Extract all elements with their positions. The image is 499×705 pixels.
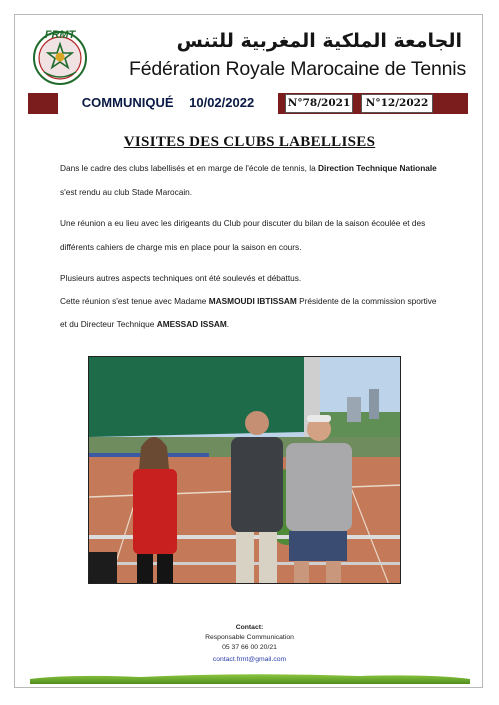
paragraph-3 <box>60 273 450 283</box>
direction-technique-nationale: Direction Technique Nationale <box>318 163 437 173</box>
document-heading: VISITES DES CLUBS LABELLISES <box>123 134 376 150</box>
paragraph-4-line-1 <box>60 296 450 306</box>
grass-footer-strip <box>30 671 470 683</box>
paragraph-2-line-1 <box>60 218 450 228</box>
french-federation-title: Fédération Royale Marocaine de Tennis <box>129 58 466 80</box>
frmt-logo <box>30 26 90 86</box>
contact-role: Responsable Communication <box>205 634 294 641</box>
paragraph-4-line-2 <box>60 319 450 329</box>
contact-phone: 05 37 66 00 20/21 <box>222 644 277 651</box>
club-visit-photo <box>88 356 401 584</box>
communique-date: 10/02/2022 <box>189 95 255 110</box>
communique-label: COMMUNIQUÉ <box>81 95 174 110</box>
paragraph-text: Présidente de la commission sportive <box>296 296 437 306</box>
paragraph-text: s'est rendu au club Stade Marocain. <box>60 187 193 197</box>
contact-email-link[interactable]: contact.frmt@gmail.com <box>212 656 287 663</box>
paragraph-text: Une réunion a eu lieu avec les dirigeants du Club pour discuter du bilan de la saison écoulée et des <box>60 218 426 228</box>
logo-text: FRMT <box>44 29 76 41</box>
amessad-issam: AMESSAD ISSAM <box>156 319 227 329</box>
paragraph-text: Plusieurs autres aspects techniques ont été soulevés et débattus. <box>60 273 302 283</box>
paragraph-text: Dans le cadre des clubs labellisés et en marge de l'école de tennis, la <box>60 163 319 173</box>
masmoudi-ibtissam: MASMOUDI IBTISSAM <box>208 296 297 306</box>
reference-number-2021: N°78/2021 <box>285 94 353 113</box>
paragraph-1-line-1 <box>60 163 450 173</box>
paragraph-2-line-2 <box>60 242 450 252</box>
arabic-federation-title: الجامعة الملكية المغربية للتنس <box>176 30 462 52</box>
paragraph-text: différents cahiers de charge mis en place pour la saison en cours. <box>60 242 302 252</box>
paragraph-text: et du Directeur Technique <box>60 319 157 329</box>
reference-number-2022: N°12/2022 <box>361 94 433 113</box>
contact-title: Contact: <box>235 624 264 631</box>
paragraph-text: Cette réunion s'est tenue avec Madame <box>60 296 209 306</box>
paragraph-text: . <box>226 319 230 329</box>
banner-label <box>60 95 276 110</box>
paragraph-1-line-2 <box>60 187 450 197</box>
page-border <box>14 14 483 688</box>
